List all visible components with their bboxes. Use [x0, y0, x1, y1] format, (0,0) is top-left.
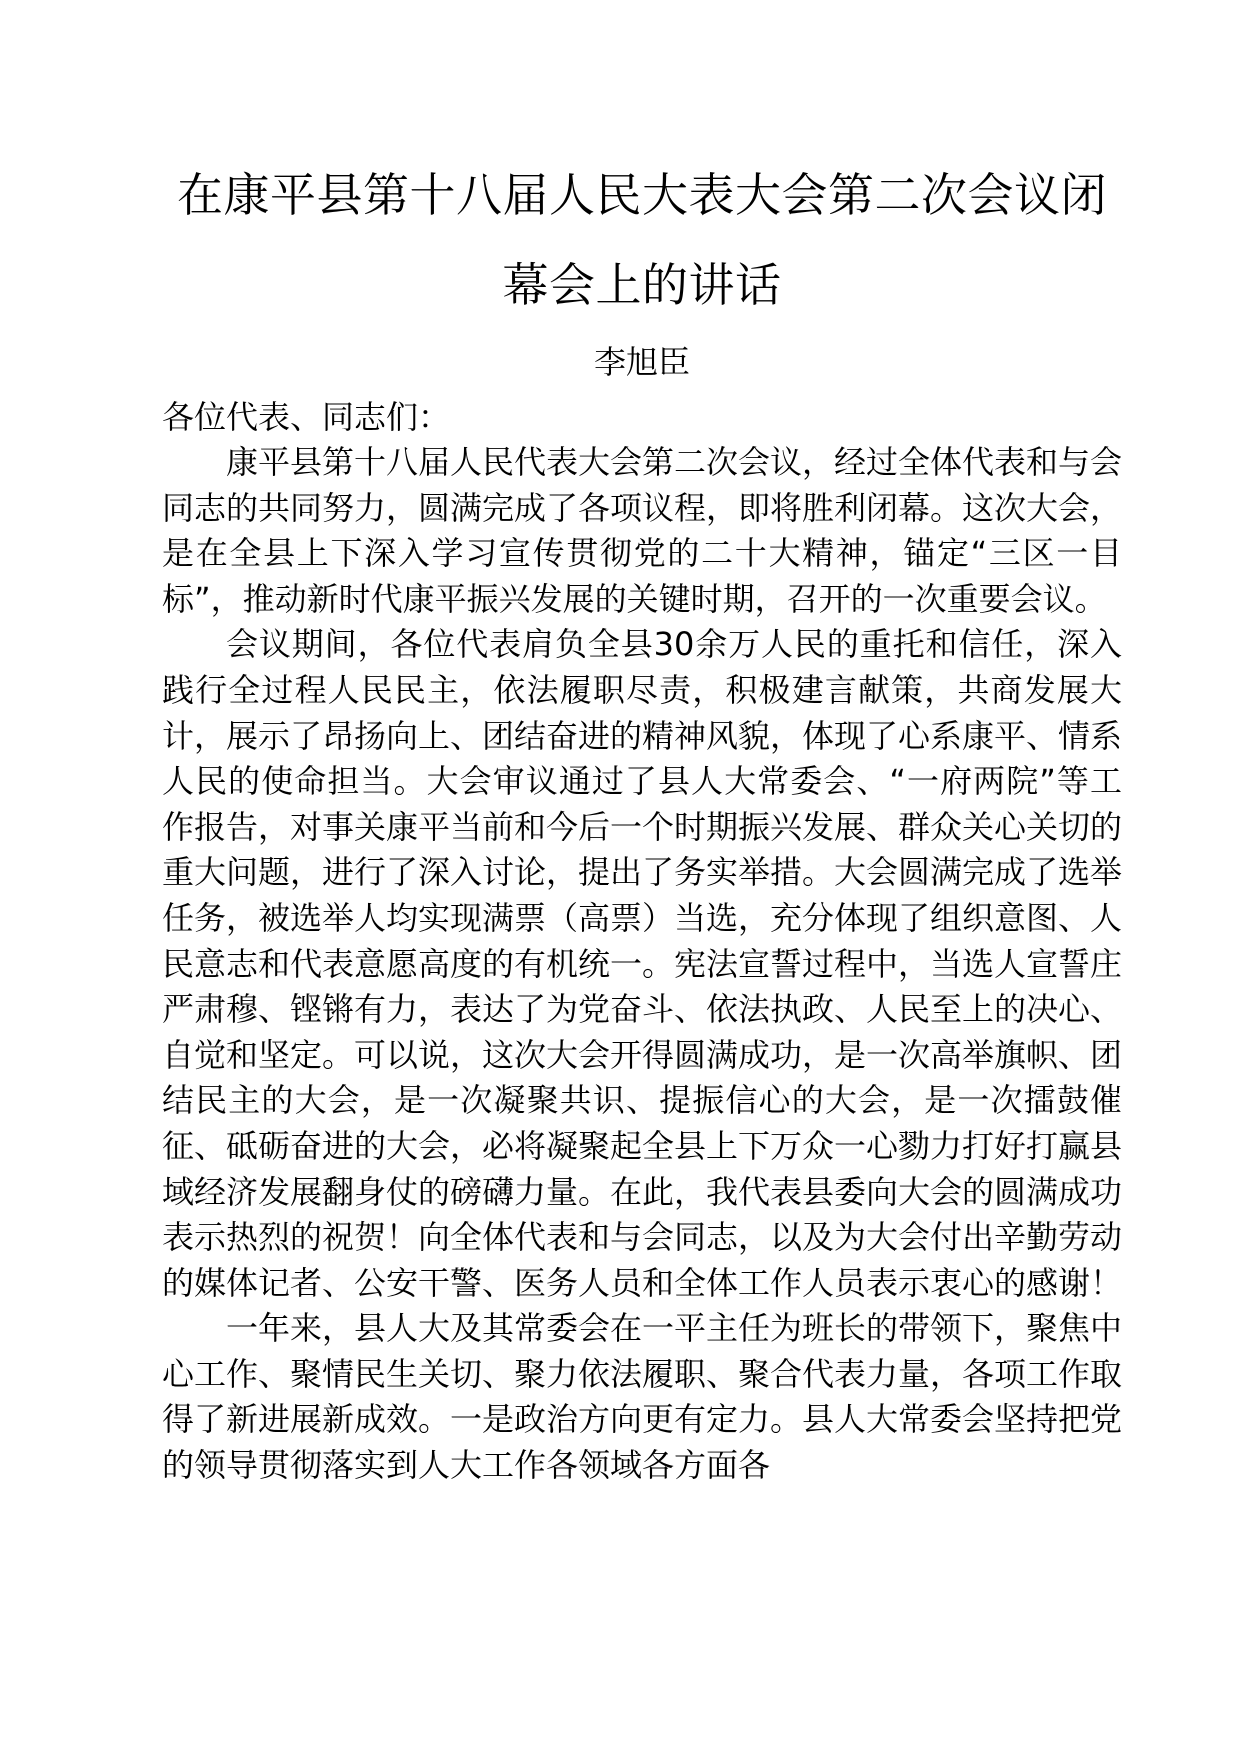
paragraph-1: 康平县第十八届人民代表大会第二次会议，经过全体代表和与会同志的共同努力，圆满完成了各项议程，即将胜利闭幕。这次大会，是在全县上下深入学习宣传贯彻党的二十大精神，锚定“三区一目标”，推动新时代康平振兴发展的关键时期，召开的一次重要会议。 — [162, 443, 1123, 618]
paragraph-3: 一年来，县人大及其常委会在一平主任为班长的带领下，聚焦中心工作、聚情民生关切、聚力依法履职、聚合代表力量，各项工作取得了新进展新成效。一是政治方向更有定力。县人大常委会坚持把党的领导贯彻落实到人大工作各领域各方面各 — [162, 1309, 1123, 1485]
paragraph-2: 会议期间，各位代表肩负全县30余万人民的重托和信任，深入践行全过程人民民主，依法履职尽责，积极建言献策，共商发展大计，展示了昂扬向上、团结奋进的精神风貌，体现了心系康平、情系人民的使命担当。大会审议通过了县人大常委会、“一府两院”等工作报告，对事关康平当前和今后一个时期振兴发展、群众关心关切的重大问题，进行了深入讨论，提出了务实举措。大会圆满完成了选举任务，被选举人均实现满票（高票）当选，充分体现了组织意图、人民意志和代表意愿高度的有机统一。宪法宣誓过程中，当选人宣誓庄严肃穆、铿锵有力，表达了为党奋斗、依法执政、人民至上的决心、自觉和坚定。可以说，这次大会开得圆满成功，是一次高举旗帜、团结民主的大会，是一次凝聚共识、提振信心的大会，是一次擂鼓催征、砥砺奋进的大会，必将凝聚起全县上下万众一心勠力打好打赢县域经济发展翻身仗的磅礴力量。在此，我代表县委向大会的圆满成功表示热烈的祝贺！向全体代表和与会同志，以及为大会付出辛勤劳动的媒体记者、公安干警、医务人员和全体工作人员表示衷心的感谢！ — [162, 625, 1123, 1302]
salutation: 各位代表、同志们： — [162, 398, 451, 436]
document-title: 在康平县第十八届人民大表大会第二次会议闭幕会上的讲话 — [177, 168, 1107, 312]
document-page — [162, 150, 1122, 1489]
author-name: 李旭臣 — [593, 343, 690, 381]
